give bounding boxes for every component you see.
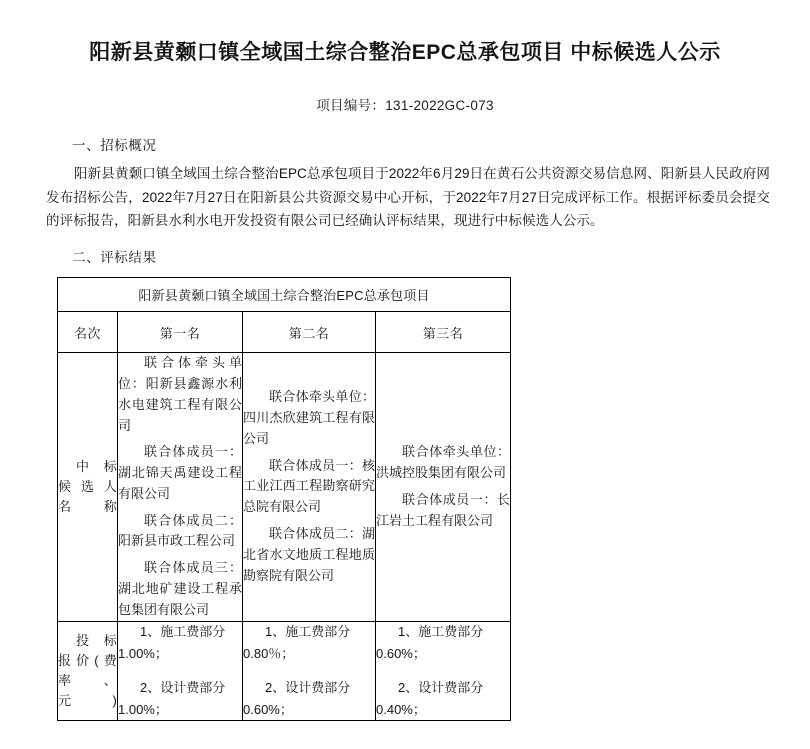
- row-label-line: 投标: [76, 632, 117, 648]
- candidate-line: 联合体成员一：核工业江西工程勘察研究总院有限公司: [243, 457, 375, 515]
- row-label-candidate-name: [58, 353, 118, 622]
- project-number: 项目编号：131-2022GC-073: [316, 98, 494, 114]
- price-item-value: 0.60%；: [376, 645, 426, 661]
- column-header-rank: 名次: [58, 312, 118, 353]
- price-item-title: 1、施工费部分: [398, 623, 484, 639]
- bid-price-third-place: [376, 621, 511, 721]
- price-item-value: 0.60%；: [243, 702, 293, 718]
- table-row: [58, 353, 511, 622]
- candidate-line: 联合体成员一：湖北锦天禹建设工程有限公司: [118, 444, 242, 501]
- candidate-third-place: [376, 353, 511, 622]
- bid-price-second-place: [243, 621, 376, 721]
- row-label-line: 中标: [76, 458, 117, 474]
- table-row: [58, 621, 511, 721]
- price-item-title: 2、设计费部分: [265, 679, 351, 695]
- document-page: [0, 14, 810, 749]
- bid-price-first-place: [118, 621, 243, 721]
- candidate-line: 联合体成员二：阳新县市政工程公司: [118, 512, 242, 549]
- row-label-line: 候选人: [58, 478, 117, 494]
- price-item-value: 1.00%；: [118, 645, 168, 661]
- column-header-second: 第二名: [243, 312, 376, 353]
- price-item-value: 0.40%；: [376, 702, 426, 718]
- candidate-line: 联合体成员三：湖北地矿建设工程承包集团有限公司: [118, 560, 242, 617]
- column-header-third: 第三名: [376, 312, 511, 353]
- candidate-first-place: [118, 353, 243, 622]
- section-heading-overview: 一、招标概况: [72, 138, 157, 154]
- row-label-line: 名称: [58, 498, 117, 514]
- page-title: 阳新县黄颡口镇全域国土综合整治EPC总承包项目 中标候选人公示: [89, 41, 721, 65]
- candidate-line: 联合体牵头单位：阳新县鑫源水利水电建筑工程有限公司: [118, 355, 242, 433]
- table-caption: 阳新县黄颡口镇全域国土综合整治EPC总承包项目: [58, 278, 511, 312]
- candidate-line: 联合体牵头单位：洪城控股集团有限公司: [376, 444, 511, 481]
- row-label-line: 报价(费: [58, 652, 117, 668]
- overview-paragraph: 阳新县黄颡口镇全域国土综合整治EPC总承包项目于2022年6月29日在黄石公共资源交易信息网、阳新县人民政府网发布招标公告，2022年7月27日在阳新县公共资源交易中心开标，于2022年7月27日完成评标工作。根据评标委员会提交的评标报告，阳新县水利水电开发投资有限公司已经确认评标结果，现进行中标候选人公示。: [46, 166, 770, 228]
- price-item-title: 1、施工费部分: [140, 623, 226, 639]
- table-caption-row: [58, 278, 511, 312]
- price-item-title: 1、施工费部分: [265, 623, 351, 639]
- price-item-title: 2、设计费部分: [140, 679, 226, 695]
- section-heading-result: 二、评标结果: [72, 250, 157, 266]
- price-item-value: 0.80％；: [243, 645, 295, 661]
- candidate-second-place: [243, 353, 376, 622]
- candidate-line: 联合体牵头单位：四川杰欣建筑工程有限公司: [243, 389, 375, 446]
- table-header-row: [58, 312, 511, 353]
- candidate-line: 联合体成员二：湖北省水文地质工程地质勘察院有限公司: [243, 526, 375, 583]
- row-label-bid-price: [58, 621, 118, 721]
- row-label-line: 率、: [58, 672, 117, 688]
- candidate-line: 联合体成员一：长江岩土工程有限公司: [376, 491, 511, 528]
- price-item-title: 2、设计费部分: [398, 679, 484, 695]
- evaluation-result-table: [57, 277, 511, 721]
- column-header-first: 第一名: [118, 312, 243, 353]
- price-item-value: 1.00%；: [118, 702, 168, 718]
- row-label-line: 元): [58, 693, 117, 709]
